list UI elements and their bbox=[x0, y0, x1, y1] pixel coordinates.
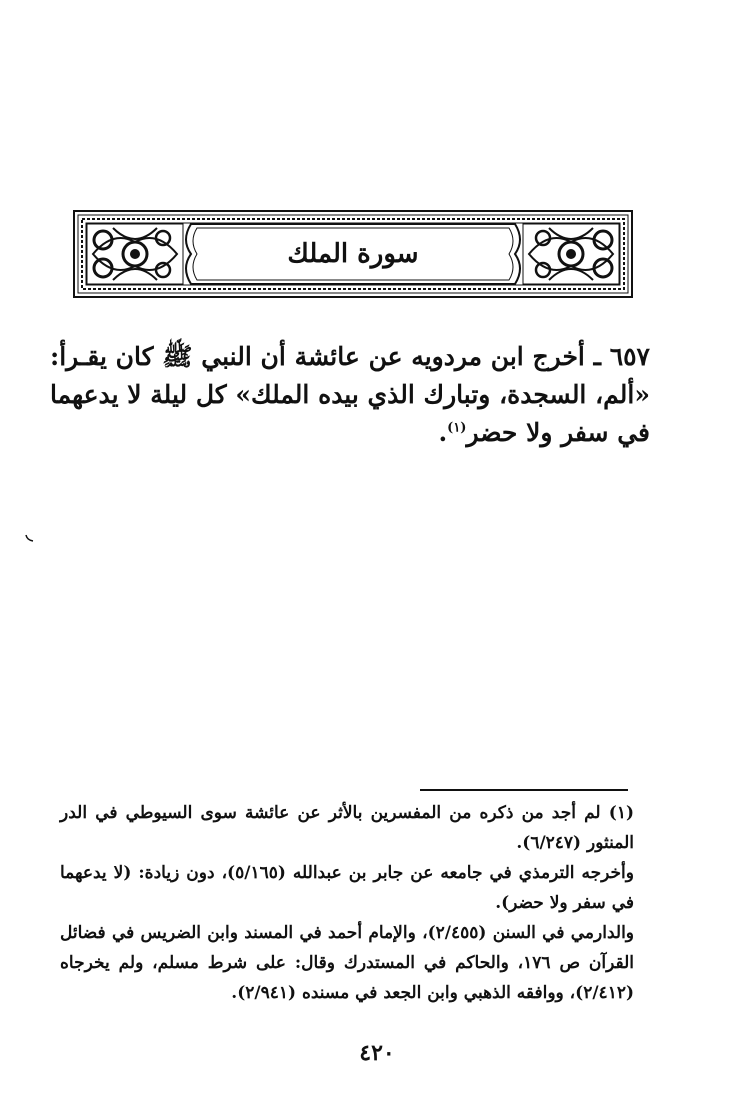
footnote-separator bbox=[420, 789, 628, 791]
footnote-reference: (١) bbox=[447, 420, 467, 436]
footnote-1: (١) لم أجد من ذكره من المفسرين بالأثر عن عائشة سوى السيوطي في الدر المنثور (٦/٢٤٧). bbox=[60, 803, 634, 853]
surah-header-ornament bbox=[73, 210, 633, 298]
surah-title: سورة الملك bbox=[287, 239, 419, 269]
footnote-1-continuation-darimi: والدارمي في السنن (٢/٤٥٥)، والإمام أحمد في المسند وابن الضريس في فضائل القرآن ص ١٧٦، والحاكم في المستدرك وقال: على شرط مسلم، ولم يخرجاه (٢/٤١٢)، ووافقه الذهبي وابن الجعد في مسنده (٢/٩٤١). bbox=[60, 923, 635, 1003]
hadith-body bbox=[50, 338, 650, 452]
stray-ink-mark bbox=[24, 534, 34, 542]
footnotes-section bbox=[60, 798, 634, 1008]
hadith-paragraph bbox=[50, 338, 650, 452]
hadith-end-punctuation: . bbox=[438, 418, 448, 447]
hadith-text: ٦٥٧ ـ أخرج ابن مردويه عن عائشة أن النبي ﷺ كان يقـرأ: «ألم، السجدة، وتبارك الذي بيده الملك» كل ليلة لا يدعهما في سفر ولا حضر bbox=[50, 342, 650, 447]
footnote-1-continuation-tirmidhi: وأخرجه الترمذي في جامعه عن جابر بن عبدالله (٥/١٦٥)، دون زيادة: (لا يدعهما في سفر ولا حضر). bbox=[60, 863, 634, 913]
page-number: ٤٢٠ bbox=[359, 1040, 395, 1066]
